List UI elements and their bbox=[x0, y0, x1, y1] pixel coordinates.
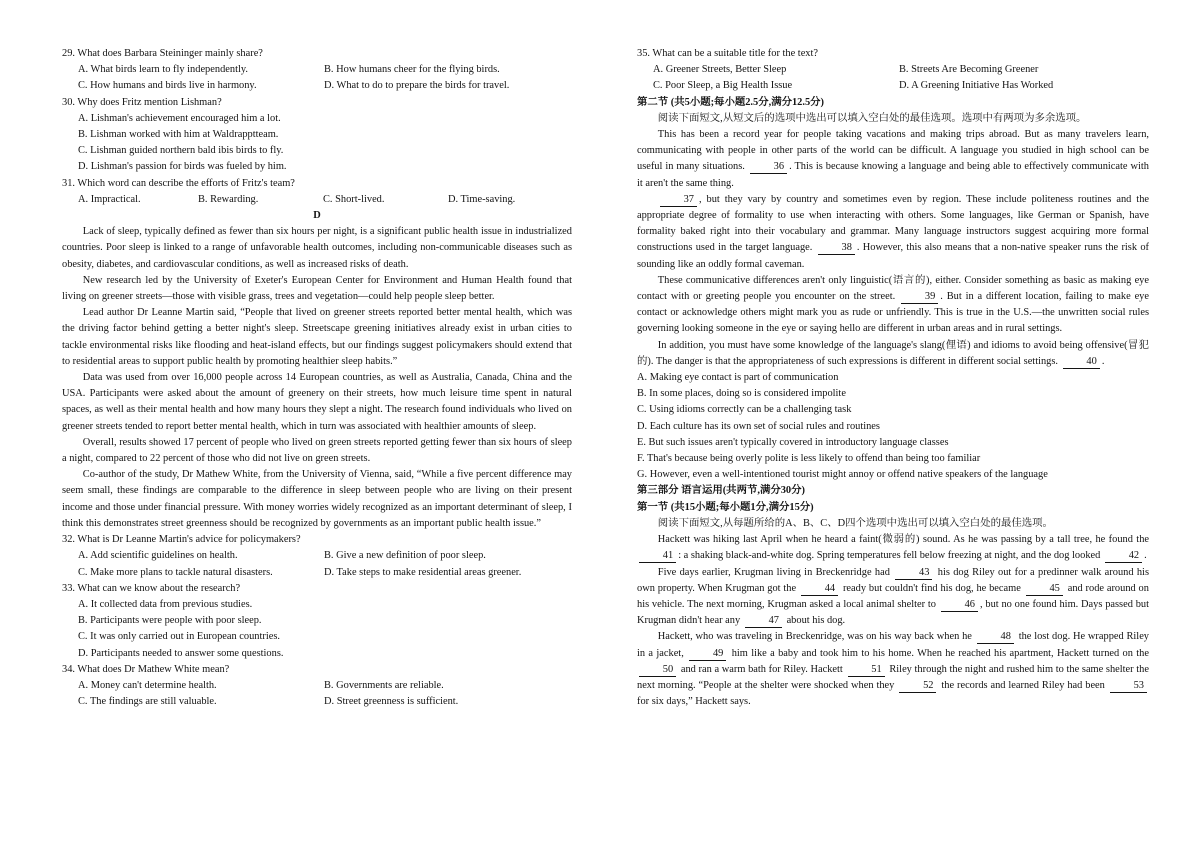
part-heading: 第三部分 语言运用(共两节,满分30分) bbox=[637, 485, 805, 497]
section-heading: 第二节 (共5小题;每小题2.5分,满分12.5分) bbox=[637, 96, 825, 108]
passage-paragraph: Lead author Dr Leanne Martin said, “People that lived on greener streets reported better mental health, which was the driving factor behind getting a better night's sleep. Streetscape greening initiatives already exist in urban cities to tackle environmental risks like flooding and heat-island effects, but our findings suggest policymakers should extend that to residential areas to support public health by promoting healthier sleep habits.” bbox=[62, 307, 572, 367]
option-c: C. How humans and birds live in harmony. bbox=[78, 80, 257, 92]
option-c: C. Short-lived. bbox=[323, 193, 385, 205]
passage-seven-choose-five bbox=[637, 127, 1149, 370]
option-a: A. Lishman's achievement encouraged him a lot. bbox=[78, 112, 281, 124]
options bbox=[637, 62, 1149, 94]
choice-f: F. That's because being overly polite is less likely to offend than being too familiar bbox=[637, 453, 981, 465]
question-text: 29. What does Barbara Steininger mainly share? bbox=[62, 48, 263, 59]
option-a: A. Add scientific guidelines on health. bbox=[78, 550, 238, 562]
section-instruction: 阅读下面短文,从短文后的选项中选出可以填入空白处的最佳选项。选项中有两项为多余选项。 bbox=[657, 112, 1087, 124]
blank-53: 53 bbox=[1110, 680, 1147, 693]
text: the records and learned Riley had been bbox=[941, 679, 1105, 691]
passage-paragraph: Overall, results showed 17 percent of people who lived on green streets reported getting fewer than six hours of sleep a night, compared to 22 percent of those who did not live on green streets. bbox=[62, 436, 572, 465]
blank-40: 40 bbox=[1063, 356, 1100, 369]
blank-46: 46 bbox=[941, 599, 978, 612]
option-c: C. Poor Sleep, a Big Health Issue bbox=[653, 80, 793, 92]
option-b: B. How humans cheer for the flying birds. bbox=[324, 64, 500, 76]
text: . bbox=[1101, 355, 1105, 367]
blank-49: 49 bbox=[689, 648, 726, 661]
choice-e: E. But such issues aren't typically covered in introductory language classes bbox=[637, 436, 949, 448]
passage-paragraph bbox=[637, 629, 1149, 710]
choice-d: D. Each culture has its own set of social rules and routines bbox=[637, 420, 880, 432]
left-column bbox=[62, 46, 572, 710]
text: ready but couldn't find his dog, he became bbox=[842, 582, 1021, 594]
option-d: D. Time-saving. bbox=[448, 193, 516, 205]
question-31 bbox=[62, 176, 572, 208]
text: Riley through the night and rushed him to the same shelter the next morning. “People at the shelter were shocked when they bbox=[637, 663, 1149, 691]
option-d: D. Participants needed to answer some questions. bbox=[78, 647, 284, 659]
option-a: A. It collected data from previous studies. bbox=[78, 598, 253, 610]
option-a: A. What birds learn to fly independently. bbox=[78, 64, 248, 76]
question-32 bbox=[62, 532, 572, 581]
text: This has been a record year for people taking vacations and making trips abroad. But as many travelers learn, communicating with people in other parts of the world can be difficult. A language you studied in high school can be useful in many situations. bbox=[637, 129, 1149, 173]
text: the lost dog. He wrapped Riley in a jacket, bbox=[637, 631, 1150, 659]
blank-52: 52 bbox=[899, 680, 936, 693]
choice-c: C. Using idioms correctly can be a challenging task bbox=[637, 404, 852, 416]
text: Hackett was hiking last April when he heard a faint(微弱的) sound. As he was passing by a tall tree, he found the bbox=[657, 534, 1149, 546]
passage-paragraph: Lack of sleep, typically defined as fewer than six hours per night, is a significant public health issue in industrialized countries. Poor sleep is linked to a range of unfavorable health outcomes, including non-communicable diseases such as obesity, diabetes, and cardiovascular conditions, as well as increased risks of death. bbox=[62, 226, 572, 270]
section-heading: 第一节 (共15小题;每小题1分,满分15分) bbox=[637, 501, 814, 513]
option-b: B. Rewarding. bbox=[198, 193, 259, 205]
options bbox=[62, 678, 572, 710]
passage-letter: D bbox=[313, 210, 321, 222]
question-text: 33. What can we know about the research? bbox=[62, 582, 241, 594]
blank-47: 47 bbox=[745, 615, 782, 628]
text: and ran a warm bath for Riley. Hackett bbox=[680, 663, 843, 675]
option-d: D. Lishman's passion for birds was fueled by him. bbox=[78, 161, 287, 173]
choice-g: G. However, even a well-intentioned tourist might annoy or offend native speakers of the language bbox=[637, 469, 1048, 481]
passage-paragraph: New research led by the University of Exeter's European Center for Environment and Human Health found that living on greener streets—those with visible grass, trees and vegetation—could help people sleep better. bbox=[62, 274, 572, 303]
passage-paragraph: Data was used from over 16,000 people across 14 European countries, as well as Australia, Canada, China and the USA. Participants were asked about the amount of greenery on their streets, how much leisure time spent in natural spaces, as well as their mental health and how many hours they slept a night. The research found individuals who lived on greener streets tended to report better mental health, which in turn was associated with healthier amounts of sleep. bbox=[62, 372, 572, 432]
option-c: C. Lishman guided northern bald ibis birds to fly. bbox=[78, 145, 284, 157]
question-text: 32. What is Dr Leanne Martin's advice for policymakers? bbox=[62, 534, 301, 546]
options bbox=[62, 62, 572, 94]
text: , but they vary by country and sometimes even by region. These include politeness routines and the appropriate degree of formality to use when interacting with others. Some languages, like German or Spanish, have formality baked right into their vocabulary and grammar. Many language instructors suggest acquiring more formal constructions used in the target language. bbox=[637, 193, 1149, 254]
passage-paragraph bbox=[637, 338, 1149, 370]
right-column bbox=[637, 46, 1149, 710]
cloze-passage bbox=[637, 532, 1149, 710]
option-d: D. What to do to prepare the birds for travel. bbox=[324, 80, 510, 92]
text: Five days earlier, Krugman living in Breckenridge had bbox=[657, 566, 890, 578]
option-a: A. Impractical. bbox=[78, 193, 141, 205]
option-b: B. Lishman worked with him at Waldrapptteam. bbox=[78, 129, 279, 141]
option-b: B. Governments are reliable. bbox=[324, 679, 444, 691]
text: These communicative differences aren't only linguistic(语言的), either. Consider something as basic as making eye contact with or greeting people you encounter on the street. bbox=[637, 274, 1149, 303]
options bbox=[62, 548, 572, 580]
text: for six days,” Hackett says. bbox=[637, 696, 751, 708]
blank-38: 38 bbox=[818, 242, 855, 255]
option-d: D. A Greening Initiative Has Worked bbox=[899, 80, 1054, 92]
question-text: 34. What does Dr Mathew White mean? bbox=[62, 663, 230, 675]
passage-paragraph bbox=[637, 565, 1149, 630]
option-d: D. Take steps to make residential areas greener. bbox=[324, 566, 522, 578]
question-33 bbox=[62, 581, 572, 662]
option-c: C. It was only carried out in European countries. bbox=[78, 631, 280, 643]
option-b: B. Streets Are Becoming Greener bbox=[899, 64, 1039, 76]
blank-51: 51 bbox=[848, 664, 885, 677]
passage-paragraph bbox=[637, 273, 1149, 338]
blank-37: 37 bbox=[660, 194, 697, 207]
text: . bbox=[1144, 550, 1147, 562]
text: him like a baby and took him to his home. When he reached his apartment, Hackett turned on the bbox=[731, 647, 1149, 659]
question-30 bbox=[62, 95, 572, 176]
passage-paragraph: Co-author of the study, Dr Mathew White, from the University of Vienna, said, “While a five percent difference may seem small, these findings are comparable to the difference in sleep between people who are living on their present income and those under financial pressure. With money worries widely recognized as an important determinant of sleep, I think this demonstrates street greenness should be recognized by governments as an important public health issue.” bbox=[62, 469, 572, 529]
text: : a shaking black-and-white dog. Spring temperatures fell below freezing at night, and the dog looked bbox=[678, 550, 1101, 562]
question-35 bbox=[637, 46, 1149, 95]
text: about his dog. bbox=[786, 615, 846, 627]
blank-44: 44 bbox=[801, 583, 838, 596]
passage-d bbox=[62, 224, 572, 532]
passage-paragraph bbox=[637, 127, 1149, 192]
option-a: A. Greener Streets, Better Sleep bbox=[653, 64, 787, 76]
question-text: 31. Which word can describe the efforts of Fritz's team? bbox=[62, 177, 295, 189]
blank-41: 41 bbox=[639, 550, 676, 563]
option-b: B. Give a new definition of poor sleep. bbox=[324, 550, 486, 562]
choice-a: A. Making eye contact is part of communication bbox=[637, 372, 839, 384]
blank-42: 42 bbox=[1105, 550, 1142, 563]
option-c: C. Make more plans to tackle natural disasters. bbox=[78, 566, 273, 578]
text: . However, this also means that a non-native speaker runs the risk of sounding like an oddly formal caveman. bbox=[637, 242, 1149, 270]
text: . But in a different location, failing to make eye contact or acknowledge others might mark you as rude or unfriendly. This is true in the U.S.—the unwritten social rules governing looking someone in the eye or saying hello are different in urban areas and in rural settings. bbox=[637, 291, 1149, 335]
text: In addition, you must have some knowledge of the language's slang(俚语) and idioms to avoid being offensive(冒犯的). The danger is that the appropriateness of such expressions is different in different social settings. bbox=[637, 339, 1149, 367]
blank-39: 39 bbox=[901, 291, 938, 304]
passage-paragraph bbox=[637, 532, 1149, 564]
blank-43: 43 bbox=[895, 567, 932, 580]
option-a: A. Money can't determine health. bbox=[78, 679, 217, 691]
options bbox=[62, 192, 572, 208]
option-b: B. Participants were people with poor sleep. bbox=[78, 615, 262, 627]
question-text: 35. What can be a suitable title for the text? bbox=[637, 48, 818, 59]
blank-45: 45 bbox=[1026, 583, 1063, 596]
text: his dog Riley out for a predinner walk around his own property. When Krugman got the bbox=[637, 566, 1149, 594]
blank-50: 50 bbox=[639, 664, 676, 677]
question-29 bbox=[62, 46, 572, 95]
question-34 bbox=[62, 662, 572, 711]
choice-list bbox=[637, 370, 1149, 483]
question-text: 30. Why does Fritz mention Lishman? bbox=[62, 96, 222, 108]
option-c: C. The findings are still valuable. bbox=[78, 696, 217, 708]
option-d: D. Street greenness is sufficient. bbox=[324, 696, 459, 708]
passage-paragraph bbox=[637, 192, 1149, 273]
choice-b: B. In some places, doing so is considered impolite bbox=[637, 388, 846, 400]
text: Hackett, who was traveling in Breckenridge, was on his way back when he bbox=[657, 631, 972, 643]
blank-36: 36 bbox=[750, 161, 787, 174]
blank-48: 48 bbox=[977, 631, 1014, 644]
text: and rode around on his vehicle. The next morning, Krugman asked a local animal shelter to bbox=[637, 582, 1149, 610]
options bbox=[62, 597, 572, 662]
text: . This is because knowing a language and being able to effectively communicate with it aren't the same thing. bbox=[637, 161, 1149, 189]
section-instruction: 阅读下面短文,从每题所给的A、B、C、D四个选项中选出可以填入空白处的最佳选项。 bbox=[657, 517, 1053, 529]
options bbox=[62, 111, 572, 176]
text: , but no one found him. Days passed but Krugman didn't hear any bbox=[637, 598, 1149, 627]
